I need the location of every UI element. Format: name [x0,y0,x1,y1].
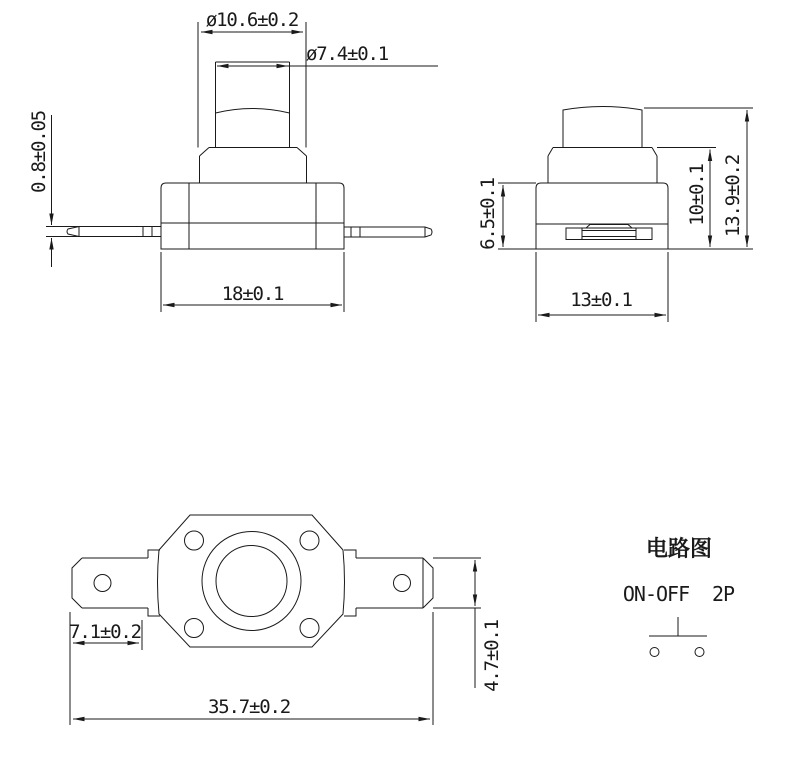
dim-overall-length: 35.7±0.2 [208,696,290,718]
dim-terminal-width: 4.7±0.1 [481,620,503,692]
dim-base-height: 6.5±0.1 [477,178,499,250]
dim-total-height: 13.9±0.2 [722,155,744,237]
dim-terminal-length: 7.1±0.2 [69,621,141,643]
circuit-poles-label: 2P [711,582,735,606]
circuit-switch-type-label: ON-OFF [622,582,690,606]
dim-body-width: 18±0.1 [221,283,284,305]
circuit-title: 电路图 [645,537,713,562]
dim-upper-height: 10±0.1 [686,164,708,226]
dim-terminal-thickness: 0.8±0.05 [28,111,50,193]
dim-plunger-diameter: ø7.4±0.1 [306,43,388,65]
dim-cap-diameter: ø10.6±0.2 [205,9,299,31]
dim-body-depth: 13±0.1 [570,289,632,311]
